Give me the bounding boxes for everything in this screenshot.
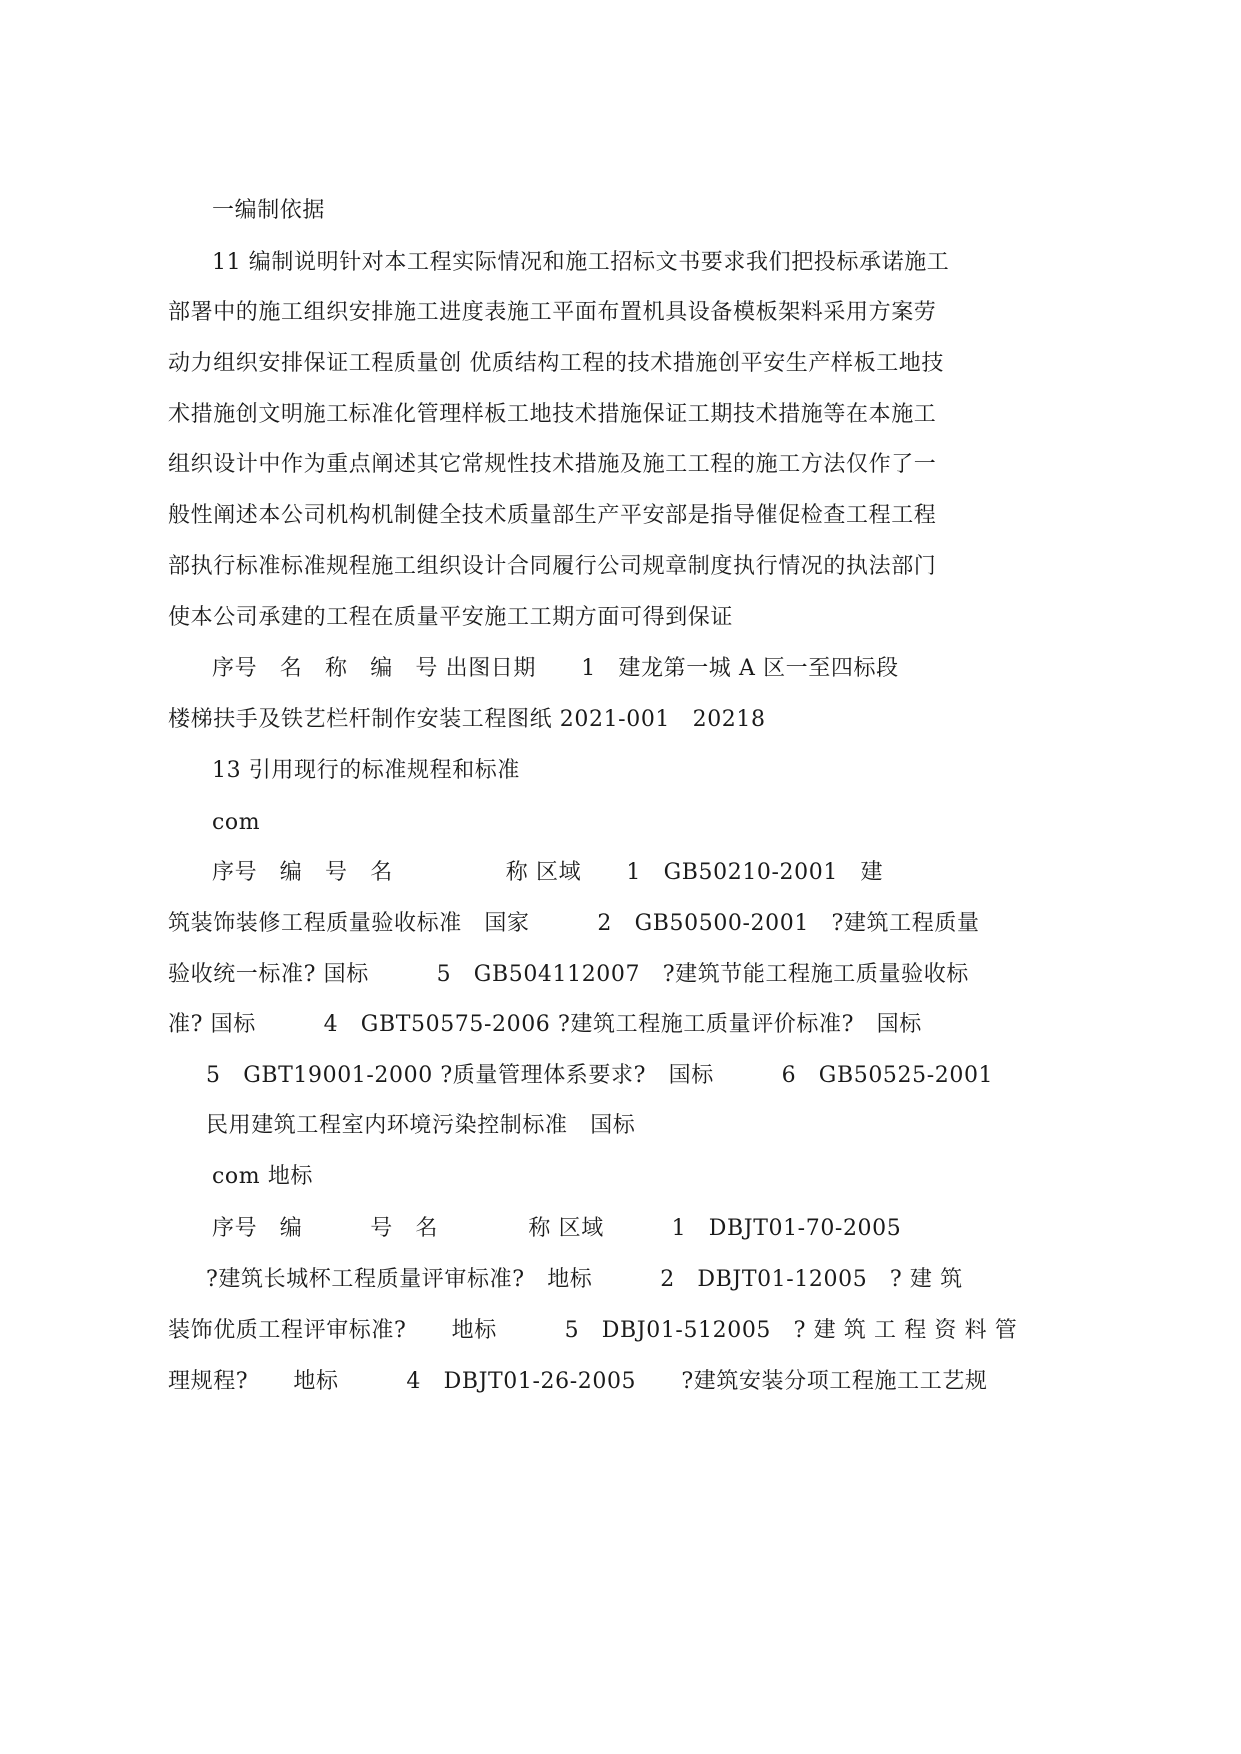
section-heading: 一编制依据	[212, 198, 326, 223]
drawing-table-line: 序号 名 称 编 号 出图日期 1 建龙第一城 A 区一至四标段	[212, 656, 899, 681]
paragraph-line: 使本公司承建的工程在质量平安施工工期方面可得到保证	[168, 605, 734, 630]
local-standards-line: 理规程? 地标 4 DBJT01-26-2005 ?建筑安装分项工程施工工艺规	[168, 1369, 988, 1394]
local-standards-line: ?建筑长城杯工程质量评审标准? 地标 2 DBJT01-12005 ? 建 筑	[206, 1267, 963, 1292]
local-standards-line: 装饰优质工程评审标准? 地标 5 DBJ01-512005 ? 建 筑 工 程 资 料 管	[168, 1318, 1018, 1343]
drawing-table-line: 楼梯扶手及铁艺栏杆制作安装工程图纸 2021-001 20218	[168, 707, 766, 732]
paragraph-line: 组织设计中作为重点阐述其它常规性技术措施及施工工程的施工方法仅作了一	[168, 452, 937, 477]
section-heading: 13 引用现行的标准规程和标准	[212, 758, 520, 783]
paragraph-line: 11 编制说明针对本工程实际情况和施工招标文书要求我们把投标承诺施工	[212, 250, 950, 275]
subsection-label: com	[212, 810, 261, 835]
paragraph-line: 术措施创文明施工标准化管理样板工地技术措施保证工期技术措施等在本施工	[168, 402, 937, 427]
subsection-label: com 地标	[212, 1164, 314, 1189]
standards-table-line: 民用建筑工程室内环境污染控制标准 国标	[206, 1113, 636, 1138]
paragraph-line: 般性阐述本公司机构机制健全技术质量部生产平安部是指导催促检查工程工程	[168, 503, 937, 528]
local-standards-line: 序号 编 号 名 称 区域 1 DBJT01-70-2005	[212, 1216, 902, 1241]
standards-table-line: 筑装饰装修工程质量验收标准 国家 2 GB50500-2001 ?建筑工程质量	[168, 911, 980, 936]
standards-table-line: 序号 编 号 名 称 区域 1 GB50210-2001 建	[212, 860, 884, 885]
paragraph-line: 部执行标准标准规程施工组织设计合同履行公司规章制度执行情况的执法部门	[168, 554, 937, 579]
standards-table-line: 验收统一标准? 国标 5 GB504112007 ?建筑节能工程施工质量验收标	[168, 962, 969, 987]
standards-table-line: 准? 国标 4 GBT50575-2006 ?建筑工程施工质量评价标准? 国标	[168, 1012, 922, 1037]
paragraph-line: 部署中的施工组织安排施工进度表施工平面布置机具设备模板架料采用方案劳	[168, 300, 937, 325]
paragraph-line: 动力组织安排保证工程质量创 优质结构工程的技术措施创平安生产样板工地技	[168, 351, 944, 376]
standards-table-line: 5 GBT19001-2000 ?质量管理体系要求? 国标 6 GB50525-2001	[206, 1063, 994, 1088]
